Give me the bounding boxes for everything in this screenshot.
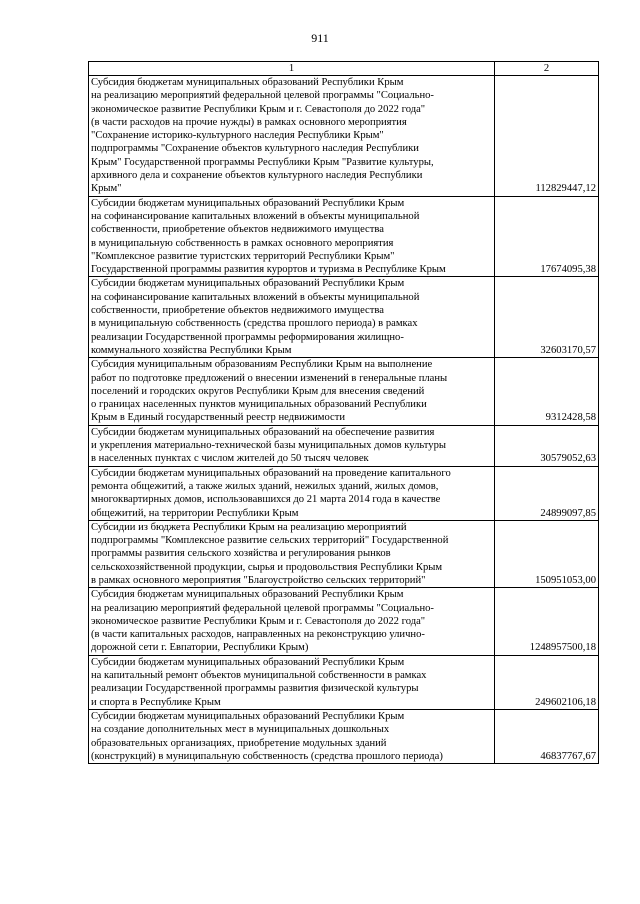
row-description: Субсидии бюджетам муниципальных образований Республики Крым на капитальный ремонт объектов муниципальной собственности в рамках реализации Государственной программы развития физической культуры и спорта в Республике Крым (89, 655, 495, 709)
row-amount: 24899097,85 (495, 466, 599, 520)
row-amount: 46837767,67 (495, 709, 599, 763)
table-row (89, 588, 599, 655)
row-description: Субсидии из бюджета Республики Крым на реализацию мероприятий подпрограммы "Комплексное развитие сельских территорий" Государственной программы развития сельского хозяйства и регулирования рынков сельскохозяйственной продукции, сырья и продовольствия Республики Крым в рамках основного мероприятия "Благоустройство сельских территорий" (89, 520, 495, 587)
row-description: Субсидии бюджетам муниципальных образований на проведение капитального ремонта общежитий, а также жилых зданий, нежилых зданий, жилых домов, многоквартирных домов, использовавшихся до 21 марта 2014 года в качестве общежитий, на территории Республики Крым (89, 466, 495, 520)
row-description: Субсидия муниципальным образованиям Республики Крым на выполнение работ по подготовке предложений о внесении изменений в генеральные планы поселений и городских округов Республики Крым для внесения сведений о границах населенных пунктов муниципальных образований Республики Крым в Единый государственный реестр недвижимости (89, 358, 495, 425)
row-description: Субсидии бюджетам муниципальных образований Республики Крым на создание дополнительных мест в муниципальных дошкольных образовательных организациях, приобретение модульных зданий (конструкций) в муниципальную собственность (средства прошлого периода) (89, 709, 495, 763)
subsidy-table (88, 61, 599, 764)
table-row (89, 466, 599, 520)
row-description: Субсидия бюджетам муниципальных образований Республики Крым на реализацию мероприятий федеральной целевой программы "Социально- экономическое развитие Республики Крым и г. Севастополя до 2022 года" (в части капитальных расходов, направленных на реконструкцию улично- дорожной сети г. Евпатории, Республики Крым) (89, 588, 495, 655)
row-amount: 150951053,00 (495, 520, 599, 587)
row-description: Субсидии бюджетам муниципальных образований Республики Крым на софинансирование капитальных вложений в объекты муниципальной собственности, приобретение объектов недвижимого имущества в муниципальную собственность (средства прошлого периода) в рамках реализации Государственной программы реформирования жилищно- коммунального хозяйства Республики Крым (89, 277, 495, 358)
table-header-row (89, 62, 599, 76)
table-row (89, 520, 599, 587)
row-amount: 30579052,63 (495, 425, 599, 466)
table-row (89, 196, 599, 277)
table-row (89, 277, 599, 358)
row-amount: 9312428,58 (495, 358, 599, 425)
table-row (89, 358, 599, 425)
table-row (89, 425, 599, 466)
row-amount: 249602106,18 (495, 655, 599, 709)
row-amount: 32603170,57 (495, 277, 599, 358)
table-row (89, 709, 599, 763)
page-number: 911 (311, 31, 329, 45)
row-amount: 112829447,12 (495, 76, 599, 197)
column-header-amount: 2 (495, 62, 599, 76)
row-amount: 17674095,38 (495, 196, 599, 277)
table-row (89, 76, 599, 197)
row-description: Субсидии бюджетам муниципальных образований Республики Крым на софинансирование капитальных вложений в объекты муниципальной собственности, приобретение объектов недвижимого имущества в муниципальную собственность в рамках основного мероприятия "Комплексное развитие туристских территорий Республики Крым" Государственной программы развития курортов и туризма в Республике Крым (89, 196, 495, 277)
row-description: Субсидии бюджетам муниципальных образований на обеспечение развития и укрепления материально-технической базы муниципальных домов культуры в населенных пунктах с числом жителей до 50 тысяч человек (89, 425, 495, 466)
row-description: Субсидия бюджетам муниципальных образований Республики Крым на реализацию мероприятий федеральной целевой программы "Социально- экономическое развитие Республики Крым и г. Севастополя до 2022 года" (в части расходов на прочие нужды) в рамках основного мероприятия "Сохранение историко-культурного наследия Республики Крым" подпрограммы "Сохранение объектов культурного наследия Республики Крым" Государственной программы Республики Крым "Развитие культуры, архивного дела и сохранение объектов культурного наследия Республики Крым" (89, 76, 495, 197)
column-header-description: 1 (89, 62, 495, 76)
row-amount: 1248957500,18 (495, 588, 599, 655)
table-row (89, 655, 599, 709)
